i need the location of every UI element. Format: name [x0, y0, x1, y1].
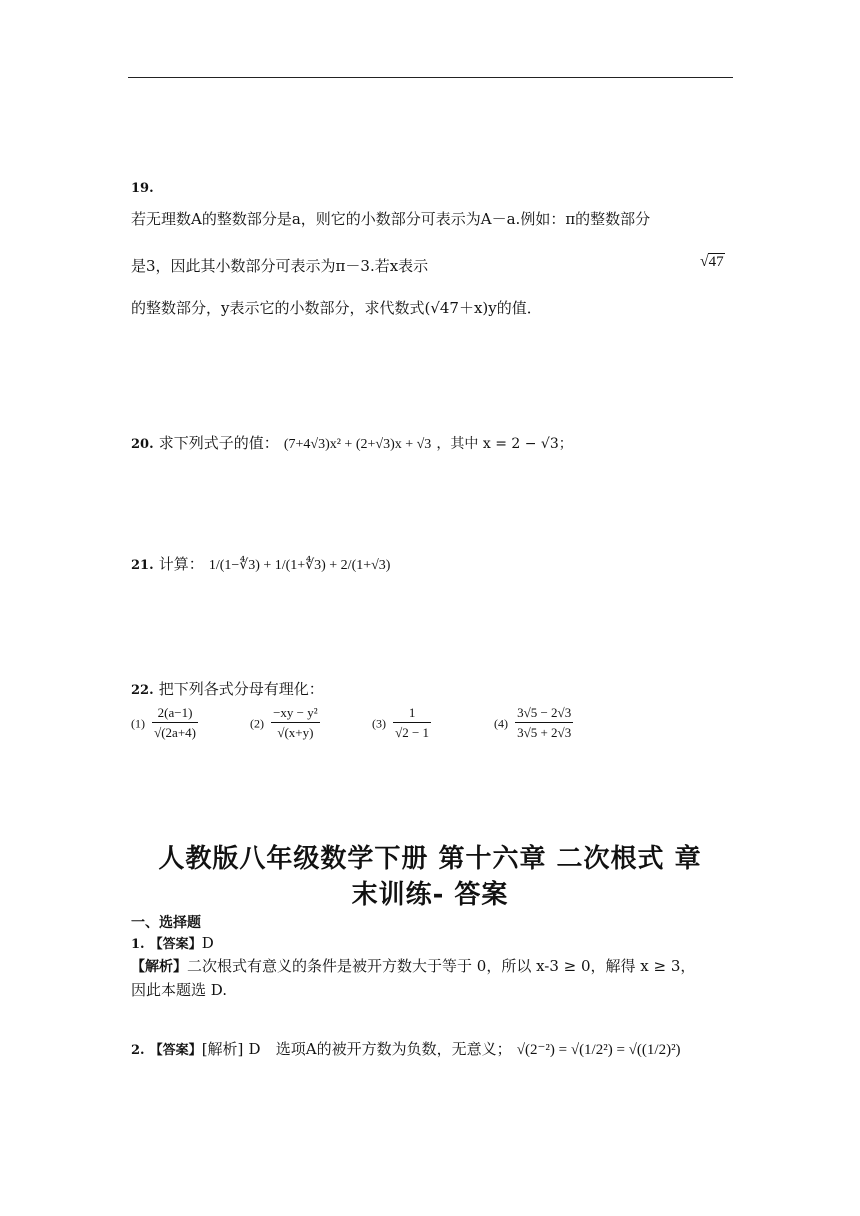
q22-item-numerator: 2(a−1) — [152, 705, 198, 723]
q20 — [131, 432, 573, 453]
answer-2-tag: 【答案】 — [149, 1043, 202, 1058]
answer-1-tag: 【答案】 — [149, 937, 202, 952]
answer-2-number: 2. — [131, 1043, 145, 1058]
q22-item-denominator: √2 − 1 — [395, 725, 430, 740]
q19-line3: 的整数部分，y表示它的小数部分，求代数式(√47＋x)y的值． — [131, 299, 542, 317]
q22-item-label: (1) — [131, 716, 145, 731]
q19-line2: 是3，因此其小数部分可表示为π－3.若x表示 — [131, 257, 429, 275]
q20-number: 20. — [131, 437, 154, 452]
q19-radical: √47 — [700, 253, 724, 270]
q22-item-denominator: 3√5 + 2√3 — [517, 725, 572, 740]
q22-item-numerator: 1 — [393, 705, 431, 723]
q22-item-denominator: √(2a+4) — [154, 725, 196, 740]
q22-item-2 — [250, 705, 322, 741]
answer-1-analysis — [131, 955, 695, 976]
answer-2-analysis-tag: [解析] — [201, 1040, 244, 1058]
q21-expression: 1/(1−∜3) + 1/(1+∜3) + 2/(1+√3) — [208, 558, 391, 573]
q22-item-denominator: √(x+y) — [277, 725, 314, 740]
q22-item-3 — [372, 705, 433, 741]
answer-2 — [131, 1038, 681, 1059]
q22-text: 把下列各式分母有理化： — [158, 680, 324, 698]
answer-1-value: D — [201, 934, 214, 952]
answers-section-heading: 一、选择题 — [131, 915, 201, 931]
header-rule — [128, 77, 733, 78]
answers-title-line2: 末训练- 答案 — [351, 880, 509, 910]
q22-header — [131, 678, 324, 699]
q20-text: 求下列式子的值： — [158, 434, 279, 452]
q21-number: 21. — [131, 558, 154, 573]
q21 — [131, 553, 390, 574]
q22-item-4 — [494, 705, 575, 741]
answer-1-header — [131, 933, 214, 952]
q22-item-label: (4) — [494, 716, 508, 731]
q19-line1: 若无理数A的整数部分是a，则它的小数部分可表示为A－a.例如：π的整数部分 — [131, 210, 651, 228]
q20-condition: ，其中 x = 2 − √3； — [436, 436, 573, 452]
q21-text: 计算： — [158, 555, 204, 573]
q22-item-numerator: 3√5 − 2√3 — [515, 705, 573, 723]
answer-2-text: 选项A的被开方数为负数，无意义； — [275, 1040, 512, 1058]
q22-item-numerator: −xy − y² — [271, 705, 320, 723]
answer-1-analysis-text: 二次根式有意义的条件是被开方数大于等于 0，所以 x-3 ≥ 0，解得 x ≥ 3， — [187, 957, 696, 975]
answer-1-analysis-line2: 因此本题选 D. — [131, 981, 228, 999]
q22-item-label: (2) — [250, 716, 264, 731]
q22-item-1 — [131, 705, 200, 741]
q22-number: 22. — [131, 683, 154, 698]
q19-number: 19. — [131, 181, 154, 196]
q19-radical-value: 47 — [708, 254, 724, 270]
answer-1-analysis-tag: 【解析】 — [131, 959, 187, 975]
answers-title-line1: 人教版八年级数学下册 第十六章 二次根式 章 — [158, 844, 702, 874]
answer-1-number: 1. — [131, 937, 145, 952]
q20-expression: (7+4√3)x² + (2+√3)x + √3 — [283, 437, 432, 452]
q22-item-label: (3) — [372, 716, 386, 731]
answer-2-value: D — [248, 1040, 261, 1058]
answer-2-expression: √(2⁻²) = √(1/2²) = √((1/2)²) — [516, 1042, 681, 1058]
